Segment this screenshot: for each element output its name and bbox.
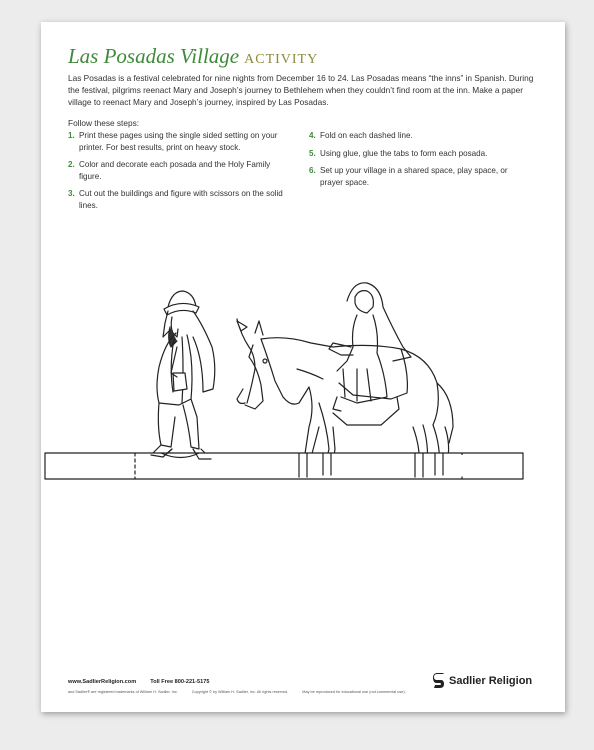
brand-name: Sadlier Religion <box>449 675 533 687</box>
intro-paragraph: Las Posadas is a festival celebrated for nine nights from December 16 to 24. Las Posadas means “the inns” in Spanish. During the festival, pilgrims reenact Mary and Joseph’s journey to Bethlehem when they couldn’t find room at the inn. Make a paper village to reenact Mary and Joseph’s journey, inspired by Las Posadas. <box>68 73 534 108</box>
step-item: 5. Using glue, glue the tabs to form each posada. <box>309 148 488 158</box>
footer-contact <box>68 679 209 685</box>
step-item: 1. Print these pages using the single sided setting on your printer. For best results, print on heavy stock. <box>68 131 278 152</box>
footer-legal <box>68 690 420 694</box>
base-strip <box>45 449 523 479</box>
joseph-figure <box>151 291 215 459</box>
holy-family-illustration <box>41 277 565 512</box>
sadlier-logo-icon <box>433 673 445 689</box>
follow-steps-heading: Follow these steps: <box>68 118 140 128</box>
footer-copyright: Copyright © by William H. Sadlier, Inc. All rights reserved. <box>191 690 289 694</box>
footer-website: www.SadlierReligion.com <box>68 679 137 685</box>
step-item: 4. Fold on each dashed line. <box>309 131 413 140</box>
footer-usage: May be reproduced for educational use (not commercial use). <box>302 690 406 694</box>
steps-column-right <box>309 130 509 194</box>
worksheet-page <box>41 22 565 712</box>
step-item: 2. Color and decorate each posada and the Holy Family figure. <box>68 160 271 181</box>
title-main: Las Posadas Village <box>68 44 240 68</box>
mary-figure <box>329 283 411 425</box>
step-item: 3. Cut out the buildings and figure with scissors on the solid lines. <box>68 189 283 210</box>
page-title <box>68 44 318 69</box>
footer-phone: Toll Free 800-221-5175 <box>150 679 210 685</box>
footer-trademark: and Sadlier® are registered trademarks of William H. Sadlier, Inc. <box>68 690 178 694</box>
steps-column-left <box>68 130 283 217</box>
step-item: 6. Set up your village in a shared space, play space, or prayer space. <box>309 166 508 187</box>
title-activity: ACTIVITY <box>244 52 319 67</box>
sadlier-logo <box>433 673 532 689</box>
